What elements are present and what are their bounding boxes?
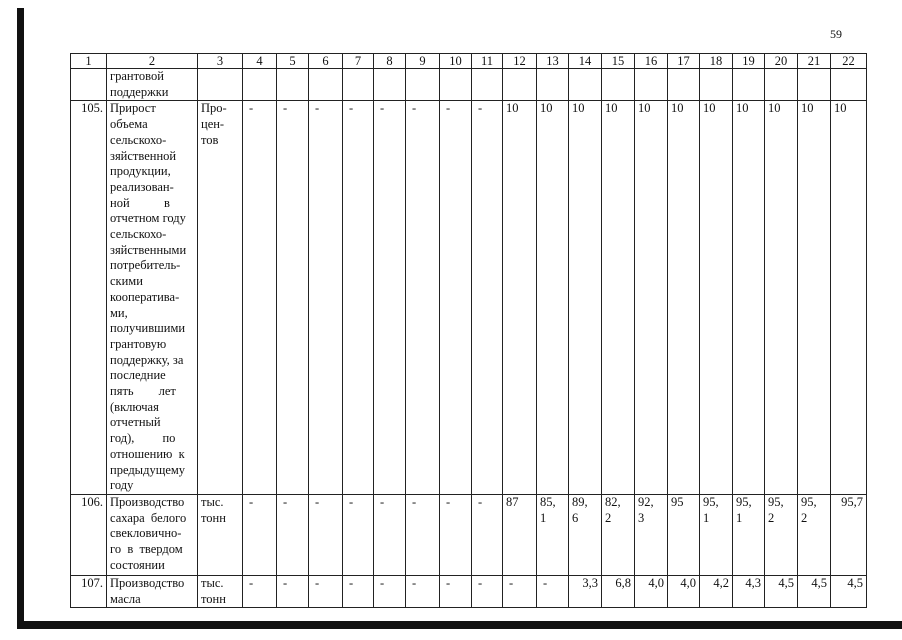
value-text: 2 [605,510,612,525]
value-cell [406,494,440,575]
value-cell [602,69,635,101]
value-text: 1 [703,510,710,525]
indicator-name-line: скими [110,274,143,289]
value-cell [472,494,503,575]
value-text: 6 [572,510,579,525]
value-cell [635,101,668,495]
value-cell [635,69,668,101]
indicator-name-line: зяйственными [110,242,187,257]
header-cell: 4 [243,54,277,69]
value-cell [343,494,374,575]
value-cell [733,69,765,101]
indicator-name-line: свекловично- [110,526,182,541]
indicator-name-line: отчетном году [110,211,186,226]
value-cell [472,575,503,607]
value-text: 10 [572,101,585,116]
value-cell [700,101,733,495]
value-cell [635,494,668,575]
value-text: - [478,575,483,590]
unit-cell [198,494,243,575]
value-cell [668,69,700,101]
value-cell [635,575,668,607]
indicator-name-line: сельскохо- [110,132,167,147]
value-text: - [249,494,254,509]
page-number: 59 [830,27,842,41]
value-cell [765,575,798,607]
value-cell [277,101,309,495]
value-text: 95, [736,494,752,509]
value-text: - [283,101,288,116]
scan-border-bottom [17,621,902,629]
value-cell [765,101,798,495]
value-text: 6,8 [615,575,631,590]
value-text: 2 [768,510,775,525]
unit-cell [198,575,243,607]
value-cell [277,494,309,575]
header-cell: 17 [668,54,700,69]
value-text: 10 [801,101,814,116]
indicator-name-line: сахара белого [110,510,187,525]
value-text: 10 [703,101,716,116]
indicator-name-line: предыдущему [110,462,186,477]
value-cell [831,575,867,607]
value-cell [733,575,765,607]
value-cell [668,494,700,575]
unit-line: тыс. [201,575,224,590]
value-text: 95, [768,494,784,509]
value-cell [700,575,733,607]
indicator-name-line: реализован- [110,179,174,194]
value-text: 4,0 [648,575,664,590]
unit-line: тонн [201,510,226,525]
value-text: 3,3 [582,575,598,590]
table-row [71,494,867,575]
unit-line: цен- [201,117,225,132]
value-cell [569,494,602,575]
value-text: 4,5 [847,575,863,590]
header-cell: 1 [71,54,107,69]
value-cell [277,69,309,101]
scan-border-left [17,8,24,626]
value-text: - [446,494,451,509]
value-cell [798,494,831,575]
value-text: 4,0 [680,575,696,590]
value-cell [309,69,343,101]
value-cell [569,101,602,495]
value-cell [668,575,700,607]
value-cell [831,494,867,575]
indicator-name-line: отчетный [110,415,161,430]
value-cell [831,101,867,495]
indicator-name [107,101,198,495]
value-cell [798,101,831,495]
indicator-name-line: грантовой [110,69,164,83]
value-text: - [349,575,354,590]
value-cell [798,575,831,607]
value-text: 10 [736,101,749,116]
value-cell [602,494,635,575]
header-cell: 6 [309,54,343,69]
header-row [71,54,867,69]
header-cell: 5 [277,54,309,69]
indicator-name-line: последние [110,368,166,383]
value-cell [406,101,440,495]
value-cell [733,494,765,575]
value-text: 82, [605,494,621,509]
value-text: 4,3 [745,575,761,590]
value-cell [503,575,537,607]
value-cell [668,101,700,495]
indicator-name-line: грантовую [110,336,167,351]
value-text: - [315,494,320,509]
indicator-name-line: ми, [110,305,128,320]
value-cell [537,494,569,575]
indicator-name-line: зяйственной [110,148,177,163]
row-number: 106. [71,494,107,575]
value-text: - [509,575,514,590]
indicator-name [107,69,198,101]
value-cell [700,494,733,575]
value-text: - [249,101,254,116]
header-cell: 7 [343,54,374,69]
indicator-name [107,575,198,607]
indicator-name-line: поддержку, за [110,352,184,367]
value-text: - [412,101,417,116]
value-text: 95, [801,494,817,509]
value-cell [537,575,569,607]
value-cell [503,69,537,101]
value-cell [798,69,831,101]
row-number [71,69,107,101]
indicator-name-line: потребитель- [110,258,181,273]
value-text: - [315,575,320,590]
indicator-name-line: получившими [110,321,186,336]
indicator-name-line: году [110,478,134,493]
value-cell [309,494,343,575]
value-cell [309,575,343,607]
table-row [71,101,867,495]
value-text: 4,2 [713,575,729,590]
header-cell: 20 [765,54,798,69]
header-cell: 16 [635,54,668,69]
value-cell [602,101,635,495]
value-text: 87 [506,494,519,509]
header-cell: 21 [798,54,831,69]
value-text: - [380,575,385,590]
value-text: - [349,494,354,509]
indicator-name-line: ной в [110,195,170,210]
value-cell [765,69,798,101]
value-text: 95,7 [841,494,863,509]
value-text: - [412,575,417,590]
value-text: - [446,101,451,116]
header-cell: 9 [406,54,440,69]
value-text: 2 [801,510,808,525]
value-text: 10 [638,101,651,116]
value-text: - [543,575,548,590]
header-cell: 14 [569,54,602,69]
value-text: - [315,101,320,116]
value-cell [374,101,406,495]
value-text: 85, [540,494,556,509]
value-text: 10 [671,101,684,116]
value-cell [243,101,277,495]
value-text: - [446,575,451,590]
table-row [71,575,867,607]
value-cell [374,494,406,575]
header-cell: 8 [374,54,406,69]
unit-line: тонн [201,591,226,606]
indicator-name-line: отношению к [110,446,185,461]
indicator-name-line: (включая [110,399,159,414]
value-cell [343,101,374,495]
value-cell [569,575,602,607]
value-cell [374,575,406,607]
indicator-name-line: масла [110,591,141,606]
unit-line: тыс. [201,494,224,509]
value-text: 1 [736,510,743,525]
value-cell [406,575,440,607]
value-cell [700,69,733,101]
value-text: - [412,494,417,509]
value-cell [765,494,798,575]
value-text: 95, [703,494,719,509]
row-number: 105. [71,101,107,495]
value-cell [309,101,343,495]
value-cell [277,575,309,607]
header-cell: 19 [733,54,765,69]
value-cell [440,101,472,495]
value-text: - [380,494,385,509]
unit-line: тов [201,132,219,147]
value-cell [537,101,569,495]
value-cell [406,69,440,101]
unit-cell [198,69,243,101]
value-text: 10 [768,101,781,116]
value-cell [537,69,569,101]
indicator-name [107,494,198,575]
value-text: 89, [572,494,588,509]
indicator-name-line: го в твердом [110,542,183,557]
value-text: - [249,575,254,590]
indicator-name-line: Прирост [110,101,156,116]
value-text: 1 [540,510,547,525]
header-cell: 22 [831,54,867,69]
value-cell [440,575,472,607]
indicator-name-line: объема [110,117,148,132]
value-text: 10 [834,101,847,116]
value-text: 95 [671,494,684,509]
unit-cell [198,101,243,495]
value-text: 10 [506,101,519,116]
value-text: 10 [605,101,618,116]
header-cell: 12 [503,54,537,69]
table-row [71,69,867,101]
value-text: - [478,101,483,116]
value-cell [374,69,406,101]
value-cell [343,69,374,101]
value-text: - [380,101,385,116]
value-cell [569,69,602,101]
value-text: 4,5 [778,575,794,590]
indicator-name-line: Производство [110,575,185,590]
indicator-name-line: пять лет [110,384,176,399]
value-text: - [349,101,354,116]
value-cell [733,101,765,495]
value-text: - [478,494,483,509]
value-cell [440,69,472,101]
indicator-name-line: сельскохо- [110,227,167,242]
value-cell [343,575,374,607]
value-cell [831,69,867,101]
value-cell [440,494,472,575]
row-number: 107. [71,575,107,607]
value-text: 10 [540,101,553,116]
unit-line: Про- [201,101,227,116]
value-text: - [283,575,288,590]
value-text: - [283,494,288,509]
indicator-name-line: год), по [110,431,176,446]
value-cell [472,69,503,101]
value-text: 3 [638,510,645,525]
value-cell [243,575,277,607]
header-cell: 2 [107,54,198,69]
value-cell [503,494,537,575]
value-cell [602,575,635,607]
indicator-name-line: поддержки [110,84,169,99]
value-text: 4,5 [811,575,827,590]
value-cell [243,69,277,101]
value-cell [472,101,503,495]
header-cell: 10 [440,54,472,69]
header-cell: 15 [602,54,635,69]
indicator-name-line: кооператива- [110,289,180,304]
indicator-name-line: продукции, [110,164,171,179]
header-cell: 3 [198,54,243,69]
value-cell [243,494,277,575]
header-cell: 11 [472,54,503,69]
indicator-name-line: Производство [110,494,185,509]
value-text: 92, [638,494,654,509]
value-cell [503,101,537,495]
header-cell: 18 [700,54,733,69]
header-cell: 13 [537,54,569,69]
indicator-table [70,53,867,608]
indicator-name-line: состоянии [110,557,165,572]
